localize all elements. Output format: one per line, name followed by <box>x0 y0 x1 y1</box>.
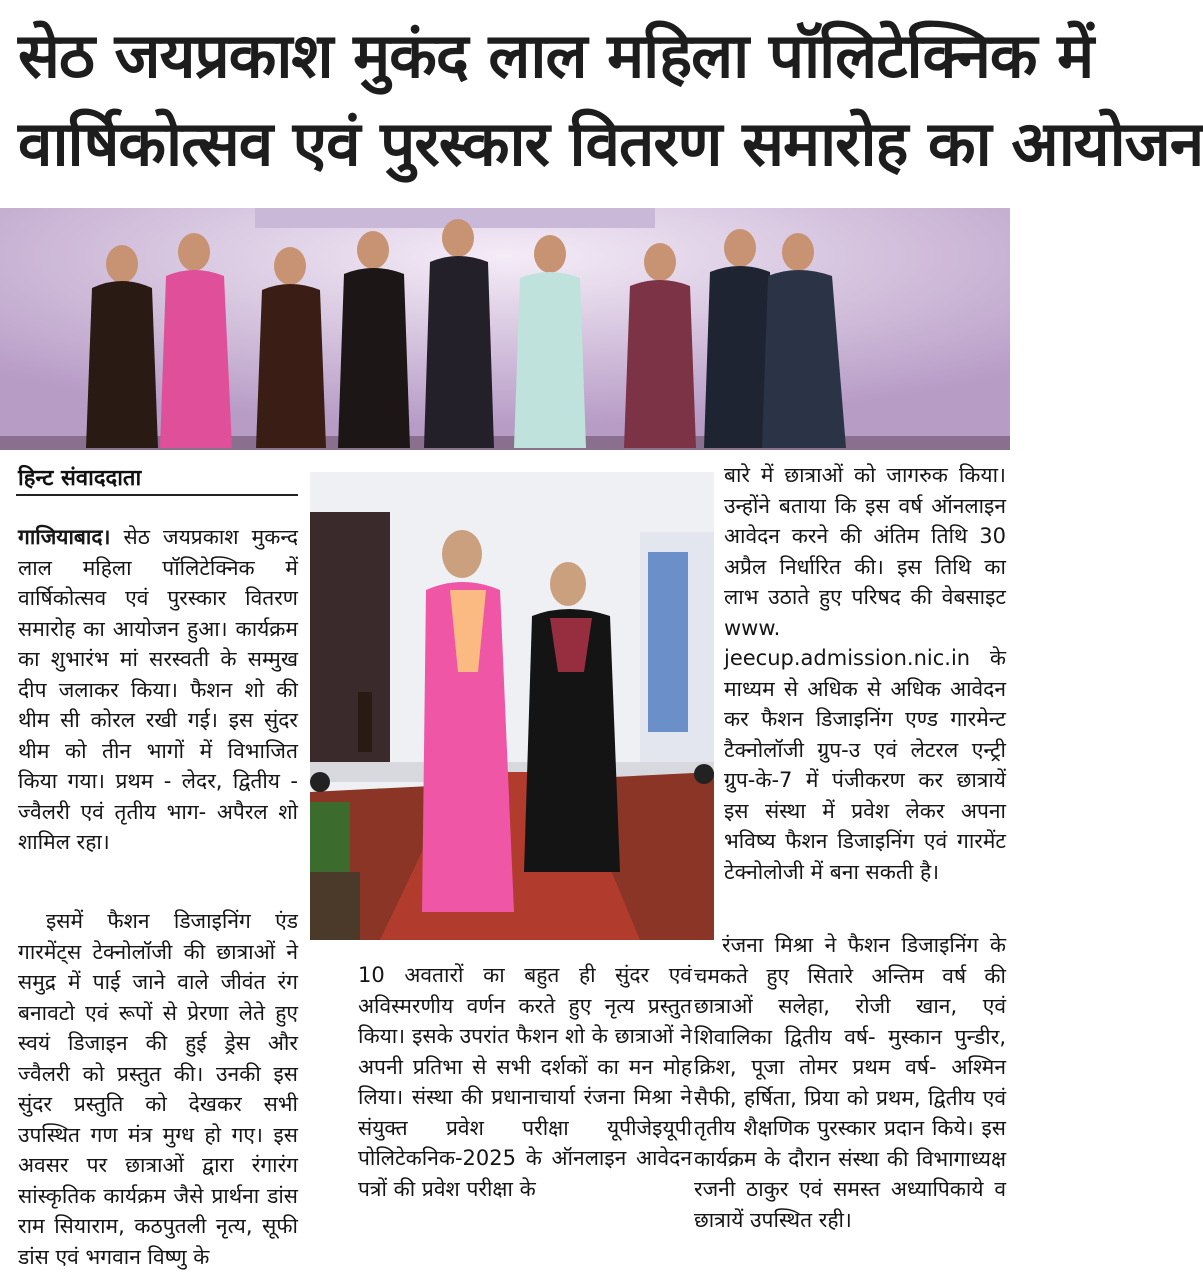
column-2-paragraph-1: 10 अवतारों का बहुत ही सुंदर एवं अविस्मरणीय वर्णन करते हुए नृत्य प्रस्तुत किया। इसके उपरांत फैशन शो के छात्राओं ने अपनी प्रतिभा से सभी दर्शकों का मन मोह लिया। संस्था की प्रधानाचार्या रंजना मिश्रा ने संयुक्त प्रवेश परीक्षा यूपीजेइयूपी पोलिटेकनिक-2025 के ऑनलाइन आवेदन पत्रों की प्रवेश परीक्षा के <box>358 963 692 1201</box>
byline: हिन्ट संवाददाता <box>18 466 142 491</box>
column-3-part-1 <box>724 460 1006 887</box>
column-2 <box>358 960 692 1204</box>
headline-line-1: सेठ जयप्रकाश मुकंद लाल महिला पॉलिटेक्निक में <box>18 19 1094 92</box>
column-1-part-1 <box>18 522 298 858</box>
column-1-part-2 <box>18 906 298 1272</box>
column-1-paragraph-2: इसमें फैशन डिजाइनिंग एंड गारमेंट्स टेक्नोलॉजी की छात्राओं ने समुद्र में पाई जाने वाले जीवंत रंग बनावटो एवं रूपों से प्रेरणा लेते हुए स्वयं डिजाइन की हुई ड्रेस और ज्वैलरी को प्रस्तुत की। उनकी इस सुंदर प्रस्तुति को देखकर सभी उपस्थित गण मंत्र मुग्ध हो गए। इस अवसर पर छात्राओं द्वारा रंगारंग सांस्कृतिक कार्यक्रम जैसे प्रार्थना डांस राम सियाराम, कठपुतली नृत्य, सूफी डांस एवं भगवान विष्णु के <box>18 909 298 1269</box>
fashion-show-photo <box>310 472 714 940</box>
headline <box>18 12 1203 188</box>
dateline-place: गाजियाबाद। <box>18 525 111 549</box>
column-1-paragraph-1: सेठ जयप्रकाश मुकन्द लाल महिला पॉलिटेक्निक में वार्षिकोत्सव एवं पुरस्कार वितरण समारोह का आयोजन हुआ। कार्यक्रम का शुभारंभ मां सरस्वती के सम्मुख दीप जलाकर किया। फैशन शो की थीम सी कोरल रखी गई। इस सुंदर थीम को तीन भागों में विभाजित किया गया। प्रथम - लेदर, द्वितीय - ज्वैलरी एवं तृतीय भाग- अपैरल शो शामिल रहा। <box>18 525 298 854</box>
column-3-part-2 <box>694 930 1006 1235</box>
headline-line-2: वार्षिकोत्सव एवं पुरस्कार वितरण समारोह का आयोजन <box>18 107 1203 180</box>
column-3-paragraph-1: बारे में छात्राओं को जागरुक किया। उन्होंने बताया कि इस वर्ष ऑनलाइन आवेदन करने की अंतिम तिथि 30 अप्रैल निर्धारित की। इस तिथि का लाभ उठाते हुए परिषद की वेबसाइट www. jeecup.admission.nic.in के माध्यम से अधिक से अधिक आवेदन कर फैशन डिजाइनिंग एण्ड गारमेन्ट टैक्नोलॉजी ग्रुप-उ एवं लेटरल एन्ट्री ग्रुप-के-7 में पंजीकरण कर छात्रायें इस संस्था में प्रवेश लेकर अपना भविष्य फैशन डिजाइनिंग एवं गारमेंट टेक्नोलोजी में बना सकती है। <box>724 463 1006 884</box>
column-3-paragraph-2: रंजना मिश्रा ने फैशन डिजाइनिंग के चमकते हुए सितारे अन्तिम वर्ष की छात्राओं सलेहा, रोजी खान, एवं शिवालिका द्वितीय वर्ष- मुस्कान पुन्डीर, क्रिश, पूजा तोमर प्रथम वर्ष- अश्मिन सैफी, हर्षिता, प्रिया को प्रथम, द्वितीय एवं तृतीय शैक्षणिक पुरस्कार प्रदान किये। इस कार्यक्रम के दौरान संस्था की विभागाध्यक्ष रजनी ठाकुर एवं समस्त अध्यापिकाये व छात्रायें उपस्थित रही। <box>694 933 1006 1232</box>
byline-rule <box>16 494 298 496</box>
stage-group-photo <box>0 208 1010 450</box>
